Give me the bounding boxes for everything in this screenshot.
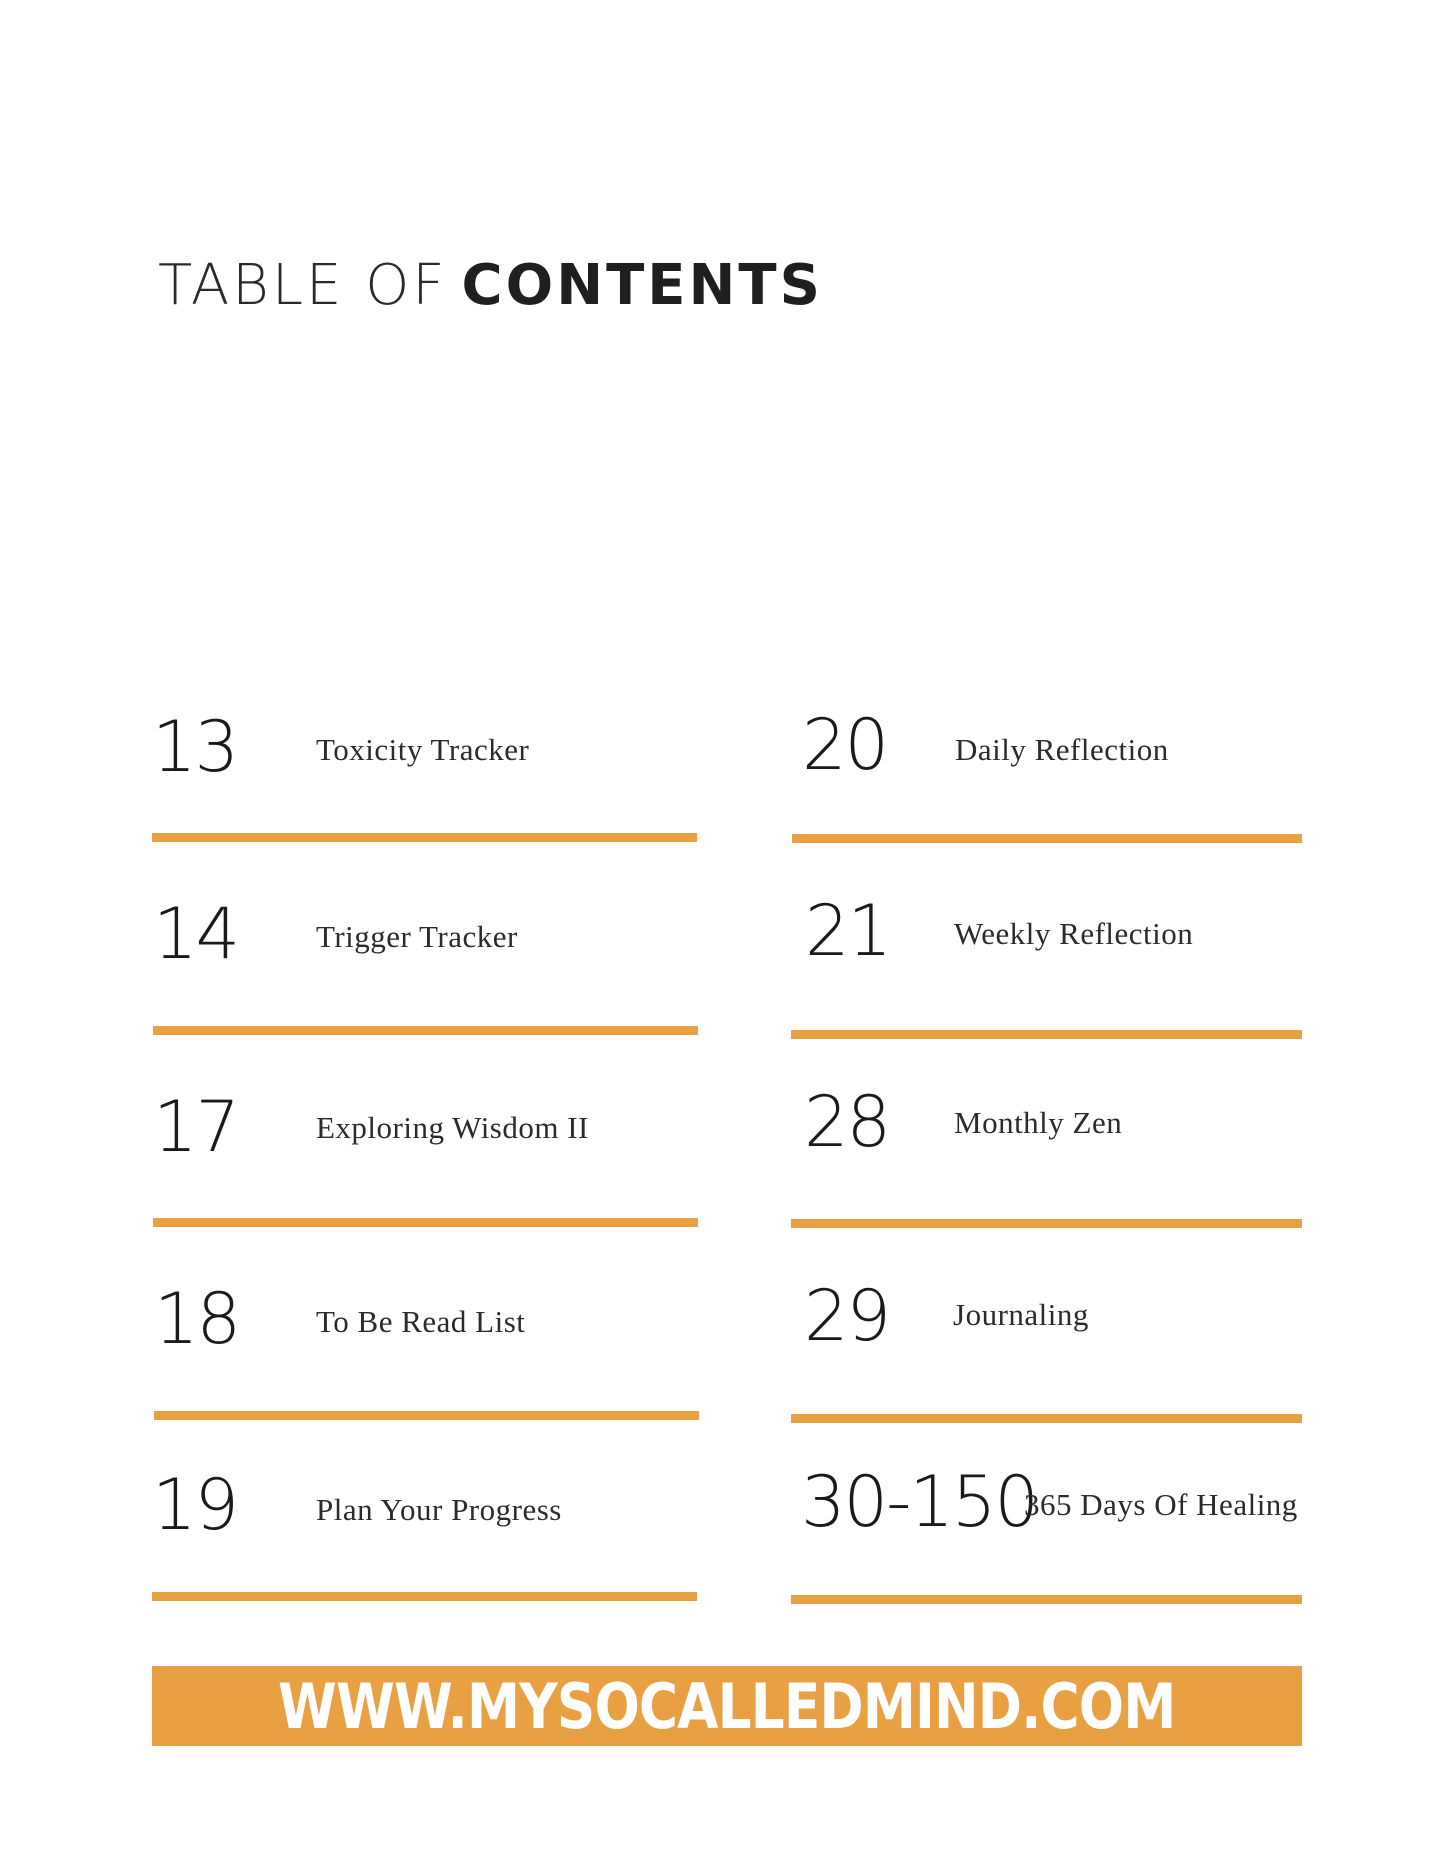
toc-entry-trigger-tracker[interactable] bbox=[153, 893, 698, 1029]
toc-entry-plan-your-progress[interactable] bbox=[152, 1464, 697, 1600]
toc-label: Plan Your Progress bbox=[316, 1492, 562, 1527]
toc-page-number: 30-150 bbox=[801, 1461, 1037, 1543]
toc-entry-exploring-wisdom-ii[interactable] bbox=[153, 1086, 698, 1222]
website-url[interactable]: WWW.MYSOCALLEDMIND.COM bbox=[278, 1669, 1176, 1743]
toc-entry-365-days-of-healing[interactable] bbox=[791, 1461, 1302, 1597]
toc-entry-to-be-read-list[interactable] bbox=[154, 1278, 699, 1414]
toc-entry-journaling[interactable] bbox=[791, 1275, 1302, 1411]
toc-page-number: 21 bbox=[805, 890, 891, 972]
divider-line bbox=[154, 1411, 699, 1420]
divider-line bbox=[153, 1026, 698, 1035]
toc-entry-weekly-reflection[interactable] bbox=[791, 890, 1302, 1026]
toc-label: Monthly Zen bbox=[954, 1105, 1123, 1140]
divider-line bbox=[791, 1030, 1302, 1039]
toc-page-number: 28 bbox=[804, 1081, 890, 1163]
toc-page-number: 18 bbox=[154, 1278, 240, 1360]
toc-entry-monthly-zen[interactable] bbox=[791, 1081, 1302, 1217]
toc-page-number: 14 bbox=[153, 893, 239, 975]
toc-page-number: 17 bbox=[153, 1086, 239, 1168]
toc-label: Trigger Tracker bbox=[316, 919, 518, 954]
toc-page-number: 19 bbox=[152, 1464, 238, 1546]
toc-label: Journaling bbox=[953, 1297, 1089, 1332]
toc-label: 365 Days Of Healing bbox=[1024, 1487, 1298, 1522]
website-banner bbox=[152, 1666, 1302, 1746]
toc-label: Daily Reflection bbox=[955, 732, 1169, 767]
toc-entry-daily-reflection[interactable] bbox=[792, 704, 1302, 840]
divider-line bbox=[792, 834, 1302, 843]
title-light: TABLE OF bbox=[158, 253, 448, 318]
toc-page-number: 13 bbox=[152, 706, 238, 788]
toc-label: Exploring Wisdom II bbox=[316, 1110, 589, 1145]
divider-line bbox=[791, 1595, 1302, 1604]
divider-line bbox=[791, 1219, 1302, 1228]
page-title bbox=[158, 253, 823, 318]
divider-line bbox=[152, 833, 697, 842]
divider-line bbox=[152, 1592, 697, 1601]
toc-page-number: 29 bbox=[804, 1275, 890, 1357]
toc-label: Weekly Reflection bbox=[954, 916, 1194, 951]
toc-label: Toxicity Tracker bbox=[316, 732, 530, 767]
divider-line bbox=[791, 1414, 1302, 1423]
toc-label: To Be Read List bbox=[316, 1304, 526, 1339]
toc-page-number: 20 bbox=[802, 704, 888, 786]
toc-entry-toxicity-tracker[interactable] bbox=[152, 706, 697, 842]
divider-line bbox=[153, 1218, 698, 1227]
title-bold: CONTENTS bbox=[461, 253, 823, 318]
